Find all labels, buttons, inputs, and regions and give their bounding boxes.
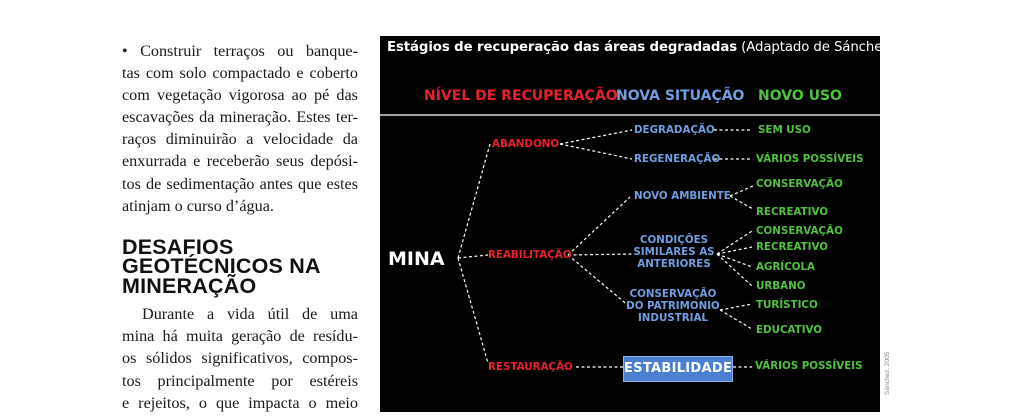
figure-title-source: (Adaptado de Sánchez, 2005)	[737, 40, 936, 55]
use-urbano: URBANO	[756, 280, 806, 292]
situation-conservacao-line: CONSERVAÇÃO	[629, 288, 717, 300]
text-line: e rejeitos, o que impacta o meio	[122, 393, 358, 412]
root-node-mina: MINA	[388, 248, 445, 270]
level-abandono: ABANDONO	[492, 138, 560, 150]
figure-title-main: Estágios de recuperação das áreas degradadas	[387, 40, 738, 55]
text-line: tos principalmente por estéreis	[122, 371, 358, 390]
situation-condicoes	[630, 234, 718, 270]
situation-degradacao: DEGRADAÇÃO	[634, 124, 715, 136]
text-line: enxurrada e receberão seus depósi-	[122, 152, 358, 171]
header-new-situation: NOVA SITUAÇÃO	[616, 88, 745, 104]
text-column	[122, 40, 358, 414]
text-line: • Construir terraços ou banque-	[122, 42, 358, 60]
section-heading	[122, 234, 358, 298]
use-varios-possiveis: VÁRIOS POSSÍVEIS	[756, 153, 864, 165]
situation-conservacao-patrimonio	[625, 288, 721, 324]
text-line: atinjam o curso d’água.	[122, 196, 274, 215]
situation-estabilidade-box: ESTABILIDADE	[623, 356, 733, 382]
situation-condicoes-line: CONDIÇÕES	[639, 234, 709, 246]
situation-conservacao-line: INDUSTRIAL	[637, 312, 709, 324]
figure-title	[387, 40, 936, 55]
use-conservacao: CONSERVAÇÃO	[756, 178, 843, 190]
heading-line: MINERAÇÃO	[122, 273, 257, 298]
figure-credit: Sánchez, 2005	[884, 351, 891, 395]
situation-novo-ambiente: NOVO AMBIENTE	[634, 190, 731, 202]
use-recreativo: RECREATIVO	[756, 206, 829, 218]
situation-conservacao-line: DO PATRIMONIO	[626, 300, 720, 312]
heading-line: DESAFIOS	[122, 234, 234, 259]
paragraph-bullet	[122, 40, 358, 217]
situation-regeneracao: REGENERAÇÃO	[634, 153, 721, 165]
text-line: tos de sedimentação antes que estes	[122, 174, 358, 193]
level-reabilitacao: REABILITAÇÃO	[488, 249, 572, 261]
header-new-use: NOVO USO	[758, 88, 842, 104]
use-turistico: TURÍSTICO	[756, 299, 818, 311]
text-line: escavações da mineração. Estes ter-	[122, 108, 358, 127]
heading-line: GEOTÉCNICOS NA	[122, 254, 321, 279]
situation-condicoes-line: ANTERIORES	[637, 258, 711, 270]
use-educativo: EDUCATIVO	[756, 324, 823, 336]
header-recovery-level: NÍVEL DE RECUPERAÇÃO	[424, 88, 618, 104]
text-line: mina há muita geração de resídu-	[122, 327, 358, 346]
text-line: Durante a vida útil de uma	[142, 305, 358, 324]
text-line: tas com solo compactado e coberto	[122, 64, 358, 83]
text-line: os sólidos significativos, compos-	[122, 349, 358, 368]
level-restauracao: RESTAURAÇÃO	[488, 361, 573, 373]
use-agricola: AGRÍCOLA	[756, 261, 816, 273]
text-line: com vegetação vigorosa ao pé das	[122, 86, 358, 105]
use-varios-possiveis: VÁRIOS POSSÍVEIS	[755, 360, 863, 372]
recovery-stages-figure	[380, 36, 936, 412]
use-recreativo: RECREATIVO	[756, 241, 829, 253]
use-sem-uso: SEM USO	[758, 124, 811, 136]
text-line: raços diminuirão a velocidade da	[122, 130, 358, 149]
use-conservacao: CONSERVAÇÃO	[756, 225, 843, 237]
paragraph-body	[122, 303, 358, 413]
situation-condicoes-line: SIMILARES AS	[633, 246, 715, 258]
